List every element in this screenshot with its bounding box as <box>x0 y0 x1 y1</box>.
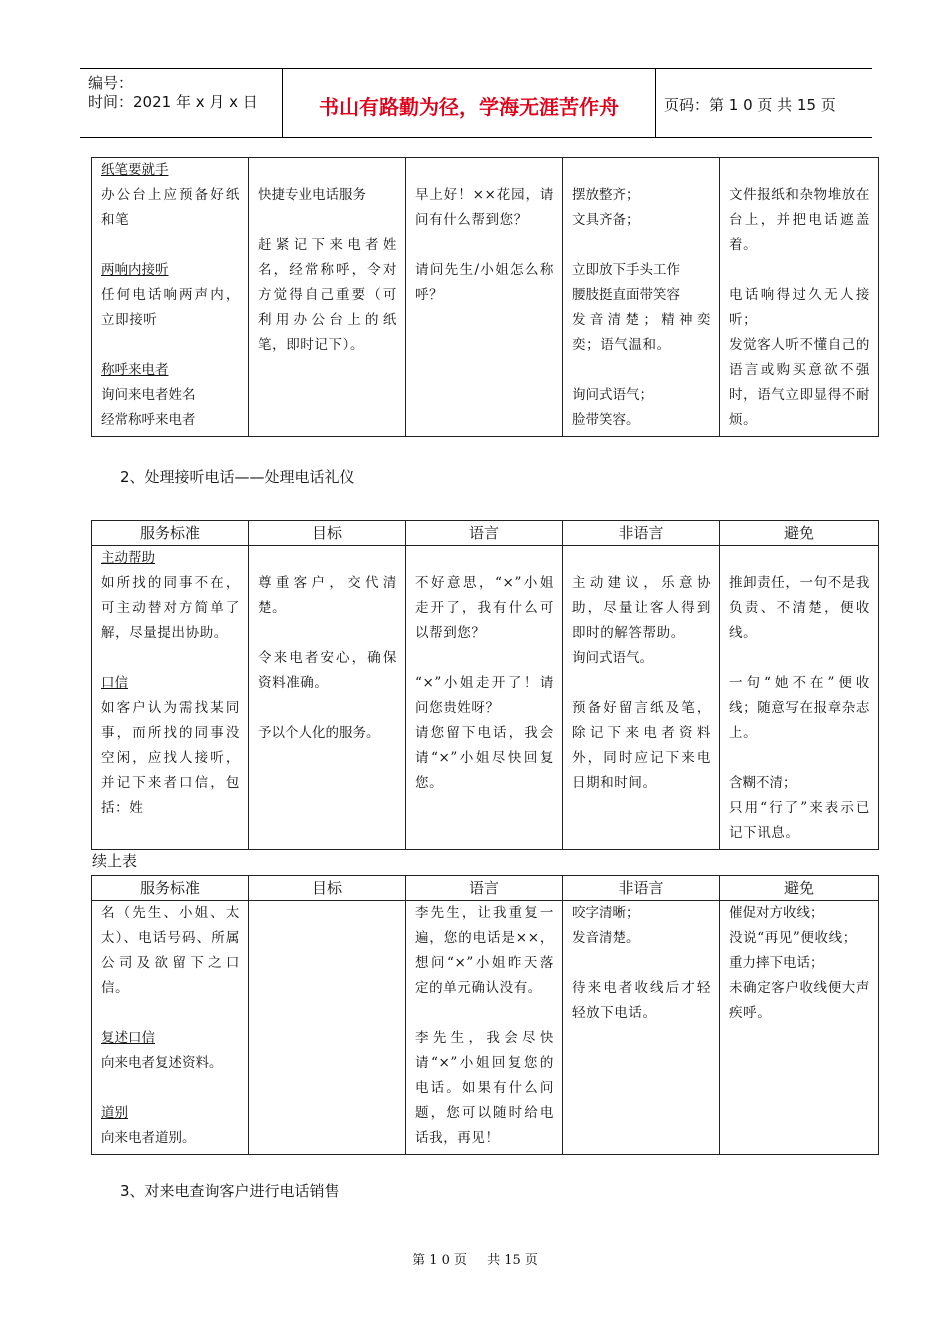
header-page-cell <box>656 69 872 137</box>
continued-label: 续上表 <box>92 852 138 870</box>
table-cell-standard <box>92 158 249 437</box>
column-header: 目标 <box>249 521 406 546</box>
header-page-number: 页码：第 1 0 页 共 15 页 <box>664 96 836 114</box>
standard-title: 复述口信 <box>101 1030 155 1046</box>
column-header: 服务标准 <box>92 521 249 546</box>
avoid-text: 未确定客户收线便大声疾呼。 <box>729 980 870 1021</box>
table-row <box>92 546 879 850</box>
goal-text: 尊重客户，交代清楚。 <box>258 575 397 616</box>
column-header: 目标 <box>249 876 406 901</box>
table-cell-goal <box>249 546 406 850</box>
standard-text: 名（先生、小姐、太太）、电话号码、所属公司及欲留下之口信。 <box>101 905 240 996</box>
column-header: 避免 <box>720 876 879 901</box>
table-cell-avoid <box>720 901 879 1155</box>
language-text: 请问先生/小姐怎么称呼？ <box>415 262 554 303</box>
nonverbal-text: 文具齐备； <box>572 212 640 228</box>
goal-text: 令来电者安心，确保资料准确。 <box>258 650 397 691</box>
avoid-text: 推卸责任，一句不是我负责、不清楚，便收线。 <box>729 575 870 641</box>
standard-title: 口信 <box>101 675 128 691</box>
table-cell-language <box>406 158 563 437</box>
table-row <box>92 158 879 437</box>
table-cell-goal <box>249 158 406 437</box>
language-text: 早上好！××花园，请问有什么帮到您？ <box>415 187 554 228</box>
standard-title: 主动帮助 <box>101 550 155 566</box>
table-cell-standard <box>92 546 249 850</box>
standard-text: 办公台上应预备好纸和笔 <box>101 187 240 228</box>
standard-text: 经常称呼来电者 <box>101 412 196 428</box>
table-cell-language <box>406 901 563 1155</box>
footer-page-number: 第 1 0 页 <box>412 1253 468 1268</box>
nonverbal-text: 预备好留言纸及笔，除记下来电者资料外，同时应记下来电日期和时间。 <box>572 700 711 791</box>
avoid-text: 含糊不清； <box>729 775 797 791</box>
nonverbal-text: 立即放下手头工作 <box>572 262 680 278</box>
avoid-text: 文件报纸和杂物堆放在台上，并把电话遮盖着。 <box>729 187 870 253</box>
goal-text: 快捷专业电话服务 <box>258 187 366 203</box>
nonverbal-text: 腰肢挺直面带笑容 <box>572 287 680 303</box>
column-header: 非语言 <box>563 876 720 901</box>
etiquette-table-handle-call-continued <box>91 875 879 1155</box>
table-cell-avoid <box>720 158 879 437</box>
standard-text: 询问来电者姓名 <box>101 387 196 403</box>
standard-text: 向来电者道别。 <box>101 1130 196 1146</box>
language-text: 不好意思，“×”小姐走开了，我有什么可以帮到您？ <box>415 575 554 641</box>
standard-text: 如客户认为需找某同事，而所找的同事没空闲，应找人接听，并记下来者口信，包括：姓 <box>101 700 240 816</box>
nonverbal-text: 咬字清晰； <box>572 905 640 921</box>
avoid-text: 电话响得过久无人接听； <box>729 287 870 328</box>
avoid-text: 一句“她不在”便收线；随意写在报章杂志上。 <box>729 675 870 741</box>
standard-text: 向来电者复述资料。 <box>101 1055 223 1071</box>
etiquette-table-answer-call <box>91 157 879 437</box>
column-header: 服务标准 <box>92 876 249 901</box>
avoid-text: 重力摔下电话； <box>729 955 824 971</box>
nonverbal-text: 询问式语气。 <box>572 650 653 666</box>
etiquette-table-handle-call <box>91 520 879 850</box>
document-number-label: 编号： <box>88 74 134 92</box>
table-cell-nonverbal <box>563 901 720 1155</box>
nonverbal-text: 脸带笑容。 <box>572 412 640 428</box>
nonverbal-text: 询问式语气； <box>572 387 653 403</box>
standard-title: 道别 <box>101 1105 128 1121</box>
avoid-text: 没说“再见”便收线； <box>729 930 857 946</box>
language-text: “×”小姐走开了！请问您贵姓呀？ <box>415 675 554 716</box>
avoid-text: 发觉客人听不懂自己的语言或购买意欲不强时，语气立即显得不耐烦。 <box>729 337 870 428</box>
nonverbal-text: 发音清楚；精神奕奕；语气温和。 <box>572 312 711 353</box>
page-footer <box>0 1249 950 1268</box>
table-header-row <box>92 521 879 546</box>
column-header: 语言 <box>406 876 563 901</box>
footer-page-total: 共 15 页 <box>487 1253 538 1268</box>
language-text: 李先生，让我重复一遍，您的电话是××，想问“×”小姐昨天落定的单元确认没有。 <box>415 905 554 996</box>
standard-text: 任何电话响两声内，立即接听 <box>101 287 240 328</box>
nonverbal-text: 主动建议，乐意协助，尽量让客人得到即时的解答帮助。 <box>572 575 711 641</box>
section-heading: 2、处理接听电话——处理电话礼仪 <box>120 468 355 486</box>
goal-text: 予以个人化的服务。 <box>258 725 380 741</box>
table-cell-language <box>406 546 563 850</box>
avoid-text: 催促对方收线； <box>729 905 824 921</box>
section-heading: 3、对来电查询客户进行电话销售 <box>120 1182 340 1200</box>
column-header: 避免 <box>720 521 879 546</box>
standard-title: 两响内接听 <box>101 262 169 278</box>
standard-text: 如所找的同事不在，可主动替对方简单了解，尽量提出协助。 <box>101 575 240 641</box>
table-row <box>92 901 879 1155</box>
table-cell-nonverbal <box>563 158 720 437</box>
standard-title: 称呼来电者 <box>101 362 169 378</box>
nonverbal-text: 发音清楚。 <box>572 930 640 946</box>
avoid-text: 只用“行了”来表示已记下讯息。 <box>729 800 870 841</box>
goal-text: 赶紧记下来电者姓名，经常称呼，令对方觉得自己重要（可利用办公台上的纸笔，即时记下）。 <box>258 237 397 353</box>
table-header-row <box>92 876 879 901</box>
page-header <box>80 68 872 138</box>
language-text: 李先生，我会尽快请“×”小姐回复您的电话。如果有什么问题，您可以随时给电话我，再见！ <box>415 1030 554 1146</box>
nonverbal-text: 摆放整齐； <box>572 187 640 203</box>
standard-title: 纸笔要就手 <box>101 162 169 178</box>
column-header: 非语言 <box>563 521 720 546</box>
table-cell-avoid <box>720 546 879 850</box>
header-meta-cell <box>80 69 282 137</box>
nonverbal-text: 待来电者收线后才轻轻放下电话。 <box>572 980 711 1021</box>
header-motto-cell <box>282 69 656 137</box>
table-cell-nonverbal <box>563 546 720 850</box>
document-date-label: 时间：2021 年 x 月 x 日 <box>88 93 258 111</box>
header-motto: 书山有路勤为径，学海无涯苦作舟 <box>319 95 619 119</box>
language-text: 请您留下电话，我会请“×”小姐尽快回复您。 <box>415 725 554 791</box>
table-cell-goal <box>249 901 406 1155</box>
column-header: 语言 <box>406 521 563 546</box>
table-cell-standard <box>92 901 249 1155</box>
